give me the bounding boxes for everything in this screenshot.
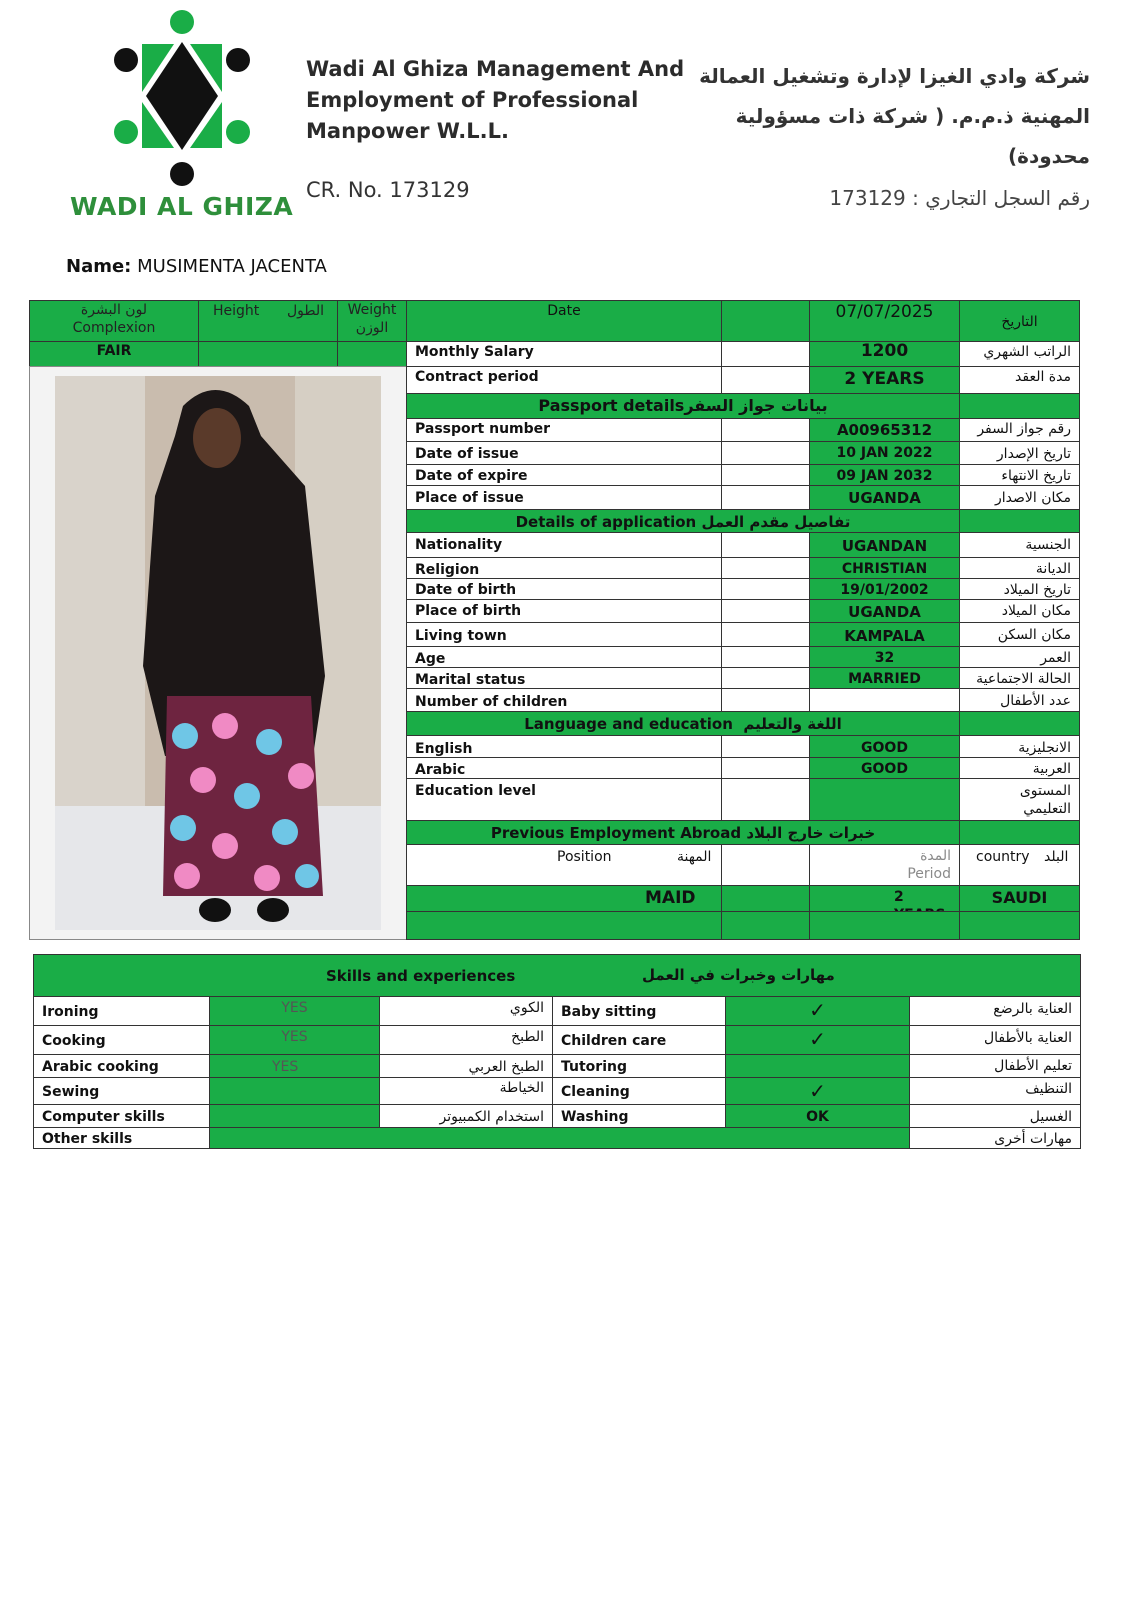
- education-label: Education level: [406, 778, 722, 821]
- previous-heading-en: Previous Employment Abroad: [490, 824, 742, 842]
- arabic-value: GOOD: [809, 757, 960, 779]
- period-header: [809, 844, 960, 886]
- company-name-arabic: [699, 56, 1090, 176]
- children-value: [809, 688, 960, 712]
- issue-date-value: 10 JAN 2022: [809, 441, 960, 465]
- dob-ar: تاريخ الميلاد: [959, 578, 1080, 600]
- complexion-ar: لون البشرة: [80, 302, 148, 318]
- english-ar: الانجليزية: [959, 735, 1080, 758]
- salary-value: 1200: [809, 341, 960, 367]
- blank-row-4: [959, 911, 1080, 940]
- nationality-blank: [721, 532, 810, 558]
- pob-ar: مكان الميلاد: [959, 599, 1080, 623]
- expire-date-blank: [721, 464, 810, 486]
- skill-other-ar: مهارات أخرى: [909, 1127, 1081, 1149]
- skill-washing-value: OK: [725, 1104, 910, 1128]
- passport-number-ar: رقم جواز السفر: [959, 418, 1080, 442]
- company-logo: [62, 6, 302, 232]
- marital-status-label: Marital status: [406, 667, 722, 689]
- nationality-value: UGANDAN: [809, 532, 960, 558]
- height-header: [198, 300, 338, 342]
- skill-sewing-label: Sewing: [33, 1077, 210, 1105]
- issue-date-label: Date of issue: [406, 441, 722, 465]
- skill-cooking-label: Cooking: [33, 1025, 210, 1055]
- nationality-label: Nationality: [406, 532, 722, 558]
- date-blank: [721, 300, 810, 342]
- company-name-ar-line: شركة وادي الغيزا لإدارة وتشغيل العمالة: [699, 64, 1090, 88]
- place-of-issue-blank: [721, 485, 810, 510]
- company-logo-icon: [106, 6, 258, 188]
- skill-sewing-value: [209, 1077, 380, 1105]
- applicant-photo-icon: [55, 376, 381, 930]
- marital-status-blank: [721, 667, 810, 689]
- height-ar: الطول: [287, 303, 325, 319]
- salary-ar: الراتب الشهري: [959, 341, 1080, 367]
- company-name-line: Wadi Al Ghiza Management And: [306, 57, 685, 81]
- skill-tutoring-ar: تعليم الأطفال: [909, 1054, 1081, 1078]
- english-value: GOOD: [809, 735, 960, 758]
- passport-heading-en: Passport details: [538, 396, 685, 415]
- place-of-issue-ar: مكان الاصدار: [959, 485, 1080, 510]
- pob-label: Place of birth: [406, 599, 722, 623]
- skill-washing-ar: الغسيل: [909, 1104, 1081, 1128]
- company-name-english: [306, 54, 686, 147]
- age-blank: [721, 646, 810, 668]
- skill-ironing-value: YES: [209, 996, 380, 1026]
- skill-other-label: Other skills: [33, 1127, 210, 1149]
- children-label: Number of children: [406, 688, 722, 712]
- age-ar: العمر: [959, 646, 1080, 668]
- passport-heading-blank: [959, 393, 1080, 419]
- application-heading: [406, 509, 960, 533]
- contract-blank: [721, 366, 810, 394]
- position-header-blank: [721, 844, 810, 886]
- place-of-issue-label: Place of issue: [406, 485, 722, 510]
- skill-cooking-value: YES: [209, 1025, 380, 1055]
- living-town-blank: [721, 622, 810, 647]
- language-heading-blank: [959, 711, 1080, 736]
- dob-value: 19/01/2002: [809, 578, 960, 600]
- skill-arabic-cooking-value: YES: [209, 1054, 380, 1078]
- arabic-blank: [721, 757, 810, 779]
- dob-blank: [721, 578, 810, 600]
- nationality-ar: الجنسية: [959, 532, 1080, 558]
- religion-value: CHRISTIAN: [809, 557, 960, 579]
- issue-date-blank: [721, 441, 810, 465]
- skill-ironing-ar: الكوي: [379, 996, 553, 1026]
- education-ar: المستوى التعليمي: [959, 778, 1080, 821]
- language-heading-ar: اللغة والتعليم: [743, 715, 842, 733]
- dob-label: Date of birth: [406, 578, 722, 600]
- religion-ar: الديانة: [959, 557, 1080, 579]
- weight-ar: الوزن: [355, 320, 389, 336]
- country-en: country: [976, 849, 1030, 865]
- skill-sewing-ar: الخياطة: [379, 1077, 553, 1105]
- skill-computer-ar: استخدام الكمبيوتر: [379, 1104, 553, 1128]
- previous-heading-ar: خبرات خارج البلاد: [746, 824, 876, 842]
- skill-arabic-cooking-ar: الطبخ العربي: [379, 1054, 553, 1078]
- age-label: Age: [406, 646, 722, 668]
- complexion-value: FAIR: [29, 341, 199, 367]
- marital-status-ar: الحالة الاجتماعية: [959, 667, 1080, 689]
- education-blank: [721, 778, 810, 821]
- skill-computer-value: [209, 1104, 380, 1128]
- weight-header: [337, 300, 407, 342]
- religion-label: Religion: [406, 557, 722, 579]
- education-value: [809, 778, 960, 821]
- skill-babysitting-ar: العناية بالرضع: [909, 996, 1081, 1026]
- religion-blank: [721, 557, 810, 579]
- skill-childcare-check-icon: ✓: [725, 1025, 910, 1055]
- country-value: SAUDI: [959, 885, 1080, 912]
- skill-computer-label: Computer skills: [33, 1104, 210, 1128]
- skill-ironing-label: Ironing: [33, 996, 210, 1026]
- skill-childcare-label: Children care: [552, 1025, 726, 1055]
- age-value: 32: [809, 646, 960, 668]
- position-value-blank: [721, 885, 810, 912]
- company-name-line: Employment of Professional: [306, 88, 639, 112]
- height-en: Height: [213, 303, 260, 319]
- skill-arabic-cooking-label: Arabic cooking: [33, 1054, 210, 1078]
- skills-heading: [33, 954, 1081, 997]
- blank-row-3: [809, 911, 960, 940]
- company-name-ar-line: محدودة): [1008, 144, 1090, 168]
- complexion-header: [29, 300, 199, 342]
- passport-heading: [406, 393, 960, 419]
- living-town-ar: مكان السكن: [959, 622, 1080, 647]
- position-ar: المهنة: [677, 849, 712, 865]
- issue-date-ar: تاريخ الإصدار: [959, 441, 1080, 465]
- applicant-photo: [55, 376, 381, 930]
- living-town-label: Living town: [406, 622, 722, 647]
- passport-heading-ar: بيانات جواز السفر: [684, 396, 828, 415]
- skill-washing-label: Washing: [552, 1104, 726, 1128]
- company-name-ar-line: المهنية ذ.م.م. ( شركة ذات مسؤولية: [735, 104, 1090, 128]
- name-label: Name:: [66, 256, 132, 277]
- skill-cooking-ar: الطبخ: [379, 1025, 553, 1055]
- pob-blank: [721, 599, 810, 623]
- position-value: MAID: [406, 885, 722, 912]
- skill-cleaning-ar: التنظيف: [909, 1077, 1081, 1105]
- previous-employment-heading: [406, 820, 960, 845]
- period-value: 2: [809, 885, 960, 912]
- previous-heading-blank: [959, 820, 1080, 845]
- skill-cleaning-label: Cleaning: [552, 1077, 726, 1105]
- children-ar: عدد الأطفال: [959, 688, 1080, 712]
- skill-childcare-ar: العناية بالأطفال: [909, 1025, 1081, 1055]
- children-blank: [721, 688, 810, 712]
- skill-babysitting-label: Baby sitting: [552, 996, 726, 1026]
- complexion-en: Complexion: [72, 320, 156, 336]
- skills-heading-ar: مهارات وخبرات في العمل: [642, 966, 835, 984]
- skill-babysitting-check-icon: ✓: [725, 996, 910, 1026]
- salary-label: Monthly Salary: [406, 341, 722, 367]
- blank-row-1: [406, 911, 722, 940]
- application-heading-ar: تفاصيل مقدم العمل: [701, 513, 851, 531]
- name-value: MUSIMENTA JACENTA: [137, 256, 327, 277]
- period-ar: المدة: [920, 848, 951, 864]
- passport-number-label: Passport number: [406, 418, 722, 442]
- date-ar: التاريخ: [959, 300, 1080, 342]
- language-heading-en: Language and education: [524, 715, 733, 733]
- date-label: Date: [406, 300, 722, 342]
- passport-number-blank: [721, 418, 810, 442]
- company-name-line: Manpower W.L.L.: [306, 119, 509, 143]
- salary-blank: [721, 341, 810, 367]
- skill-tutoring-value: [725, 1054, 910, 1078]
- height-value: [198, 341, 338, 367]
- position-header: [406, 844, 722, 886]
- skill-other-value: [209, 1127, 910, 1149]
- skill-cleaning-check-icon: ✓: [725, 1077, 910, 1105]
- passport-number-value: A00965312: [809, 418, 960, 442]
- applicant-name: [66, 256, 327, 277]
- application-heading-en: Details of application: [515, 513, 697, 531]
- blank-row-2: [721, 911, 810, 940]
- application-heading-blank: [959, 509, 1080, 533]
- date-value: 07/07/2025: [809, 300, 960, 342]
- arabic-label: Arabic: [406, 757, 722, 779]
- country-header: [959, 844, 1080, 886]
- place-of-issue-value: UGANDA: [809, 485, 960, 510]
- country-ar: البلد: [1044, 849, 1069, 865]
- period-en: Period: [907, 866, 951, 882]
- pob-value: UGANDA: [809, 599, 960, 623]
- position-en: Position: [557, 849, 612, 865]
- logo-text: WADI AL GHIZA: [70, 192, 294, 221]
- weight-value: [337, 341, 407, 367]
- arabic-ar: العربية: [959, 757, 1080, 779]
- contract-label: Contract period: [406, 366, 722, 394]
- living-town-value: KAMPALA: [809, 622, 960, 647]
- marital-status-value: MARRIED: [809, 667, 960, 689]
- cr-number-english: CR. No. 173129: [306, 178, 470, 202]
- expire-date-label: Date of expire: [406, 464, 722, 486]
- english-blank: [721, 735, 810, 758]
- contract-value: 2 YEARS: [809, 366, 960, 394]
- english-label: English: [406, 735, 722, 758]
- expire-date-value: 09 JAN 2032: [809, 464, 960, 486]
- weight-en: Weight: [347, 302, 397, 318]
- contract-ar: مدة العقد: [959, 366, 1080, 394]
- language-heading: [406, 711, 960, 736]
- expire-date-ar: تاريخ الانتهاء: [959, 464, 1080, 486]
- cr-number-arabic: رقم السجل التجاري : 173129: [829, 186, 1090, 210]
- skill-tutoring-label: Tutoring: [552, 1054, 726, 1078]
- skills-heading-en: Skills and experiences: [326, 967, 516, 985]
